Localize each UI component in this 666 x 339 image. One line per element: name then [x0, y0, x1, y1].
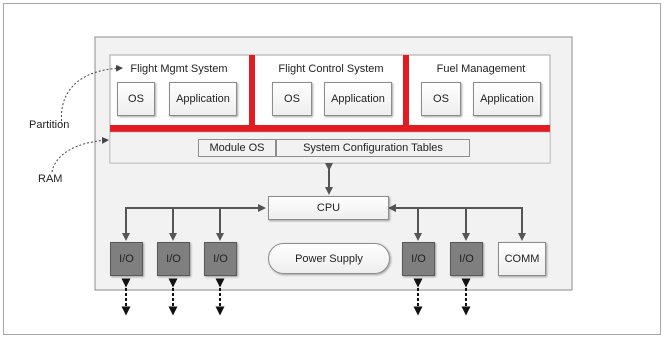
system-configuration-tables-cell: System Configuration Tables	[276, 139, 470, 157]
partition-title-flight-control: Flight Control System	[278, 63, 384, 75]
io-module: I/O	[204, 242, 237, 276]
partition-title-fuel-management: Fuel Management	[436, 63, 526, 75]
partition-title-flight-mgmt: Flight Mgmt System	[130, 63, 228, 75]
os-box: OS	[117, 82, 155, 116]
io-module: I/O	[402, 242, 435, 276]
power-supply-box: Power Supply	[268, 243, 390, 274]
partition-divider-horizontal	[110, 125, 550, 132]
partition-divider-left	[249, 55, 255, 127]
io-module: I/O	[157, 242, 190, 276]
comm-box: COMM	[498, 242, 546, 276]
partition-divider-right	[403, 55, 409, 127]
os-box: OS	[272, 82, 312, 116]
cpu-box: CPU	[268, 196, 389, 220]
application-box: Application	[324, 82, 392, 116]
application-box: Application	[169, 82, 237, 116]
application-box: Application	[473, 82, 541, 116]
io-module: I/O	[450, 242, 483, 276]
partition-callout-label: Partition	[29, 119, 70, 131]
ram-callout-label: RAM	[38, 173, 63, 185]
module-os-cell: Module OS	[198, 139, 276, 157]
io-module: I/O	[110, 242, 143, 276]
os-box: OS	[421, 82, 461, 116]
